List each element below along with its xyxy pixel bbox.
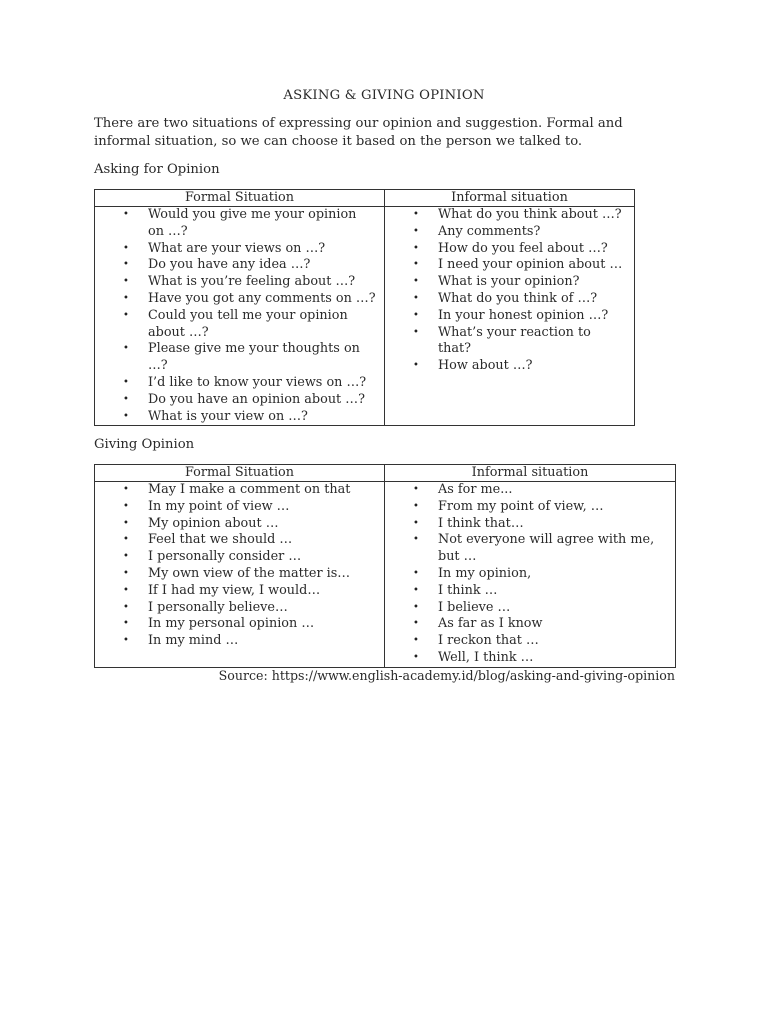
- list-item: • Do you have an opinion about …?: [95, 392, 384, 409]
- list-item: • I think …: [385, 583, 675, 600]
- list-item: • Do you have any idea …?: [95, 257, 384, 274]
- list-item: • In your honest opinion …?: [385, 308, 634, 325]
- giving-formal-cell: [95, 482, 385, 668]
- list-item: • As for me...: [385, 482, 675, 499]
- list-item: • From my point of view, …: [385, 499, 675, 516]
- page-title: ASKING & GIVING OPINION: [283, 88, 485, 103]
- list-item: • What’s your reaction to that?: [385, 325, 634, 359]
- list-item: • How about …?: [385, 358, 634, 375]
- list-item: • What do you think of …?: [385, 291, 634, 308]
- asking-informal-list: [385, 207, 634, 375]
- list-item: • How do you feel about …?: [385, 241, 634, 258]
- list-item: • I need your opinion about …: [385, 257, 634, 274]
- list-item: • Would you give me your opinion on …?: [95, 207, 384, 241]
- asking-informal-header: Informal situation: [385, 190, 635, 207]
- source-citation: Source: https://www.english-academy.id/blog/asking-and-giving-opinion: [218, 668, 675, 683]
- intro-paragraph: There are two situations of expressing our opinion and suggestion. Formal and informal situation, so we can choose it based on the person we talked to.: [94, 116, 623, 149]
- list-item: • Have you got any comments on …?: [95, 291, 384, 308]
- list-item: • I’d like to know your views on …?: [95, 375, 384, 392]
- list-item: • In my mind …: [95, 633, 384, 650]
- list-item: • In my personal opinion …: [95, 616, 384, 633]
- list-item: • In my point of view …: [95, 499, 384, 516]
- asking-formal-header: Formal Situation: [95, 190, 385, 207]
- list-item: • I personally believe…: [95, 600, 384, 617]
- list-item: • My own view of the matter is…: [95, 566, 384, 583]
- list-item: • What is you’re feeling about …?: [95, 274, 384, 291]
- list-item: • Could you tell me your opinion about …?: [95, 308, 384, 342]
- list-item: • I think that…: [385, 516, 675, 533]
- giving-opinion-table: [94, 464, 676, 668]
- list-item: • I personally consider …: [95, 549, 384, 566]
- list-item: • If I had my view, I would…: [95, 583, 384, 600]
- list-item: • May I make a comment on that: [95, 482, 384, 499]
- list-item: • My opinion about …: [95, 516, 384, 533]
- list-item: • What do you think about …?: [385, 207, 634, 224]
- list-item: • Feel that we should …: [95, 532, 384, 549]
- giving-informal-list: [385, 482, 675, 667]
- list-item: • What is your view on …?: [95, 409, 384, 426]
- giving-informal-header: Informal situation: [385, 465, 676, 482]
- giving-formal-list: [95, 482, 384, 650]
- list-item: • Any comments?: [385, 224, 634, 241]
- list-item: • Not everyone will agree with me, but …: [385, 532, 675, 566]
- asking-formal-cell: [95, 207, 385, 426]
- asking-section-label: Asking for Opinion: [94, 162, 220, 177]
- list-item: • I reckon that …: [385, 633, 675, 650]
- list-item: • What are your views on …?: [95, 241, 384, 258]
- asking-informal-cell: [385, 207, 635, 426]
- giving-section-label: Giving Opinion: [94, 437, 195, 452]
- list-item: • In my opinion,: [385, 566, 675, 583]
- asking-formal-list: [95, 207, 384, 425]
- list-item: • Please give me your thoughts on …?: [95, 341, 384, 375]
- list-item: • As far as I know: [385, 616, 675, 633]
- asking-opinion-table: [94, 189, 635, 426]
- list-item: • What is your opinion?: [385, 274, 634, 291]
- giving-formal-header: Formal Situation: [95, 465, 385, 482]
- list-item: • Well, I think …: [385, 650, 675, 667]
- giving-informal-cell: [385, 482, 676, 668]
- list-item: • I believe …: [385, 600, 675, 617]
